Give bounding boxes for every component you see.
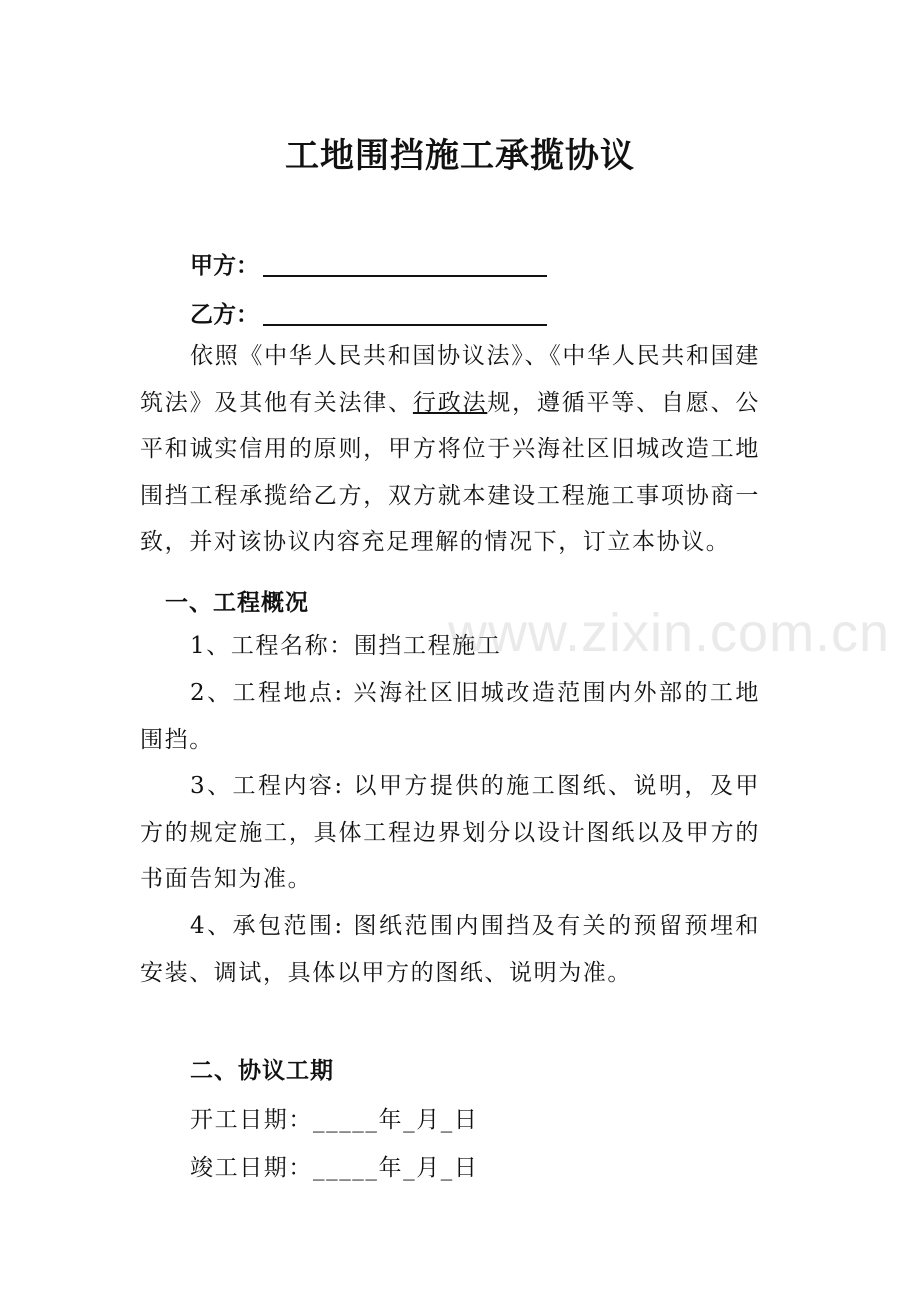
watermark: www.zixin.com.cn [448, 603, 891, 663]
intro-paragraph [140, 333, 760, 566]
party-b-label: 乙方： [190, 301, 259, 328]
section-1-item-1: 1、工程名称：围挡工程施工 [190, 633, 502, 659]
intro-link[interactable]: 行政法 [412, 389, 488, 416]
intro-text-1: 依照《中华人民共和国协议法》、《中华人民共和国建筑法》及其他有关法律、 [140, 343, 760, 416]
start-date-line [190, 1101, 479, 1134]
section-1-item-3: 3、工程内容: 以甲方提供的施工图纸、说明，及甲方的规定施工，具体工程边界划分以设计图纸以及甲方的书面告知为准。 [140, 773, 760, 892]
start-date-blank: _____年_月_日 [313, 1107, 479, 1133]
party-a-label: 甲方： [190, 252, 259, 279]
end-date-blank: _____年_月_日 [313, 1155, 479, 1181]
start-date-label: 开工日期： [190, 1107, 313, 1133]
party-b-line [190, 296, 547, 329]
document-title: 工地围挡施工承揽协议 [285, 136, 635, 176]
party-b-blank [263, 300, 547, 326]
section-1-heading: 一、工程概况 [165, 589, 309, 616]
party-a-blank [263, 251, 547, 277]
end-date-label: 竣工日期： [190, 1155, 313, 1181]
party-a-line [190, 247, 547, 280]
section-1-item-2: 2、工程地点: 兴海社区旧城改造范围内外部的工地围挡。 [140, 680, 760, 753]
intro-text-2: 规，遵循平等、自愿、公平和诚实信用的原则，甲方将位于兴海社区旧城改造工地围挡工程承揽给乙方，双方就本建设工程施工事项协商一致，并对该协议内容充足理解的情况下，订立本协议。 [140, 389, 760, 555]
end-date-line [190, 1149, 479, 1182]
section-2-heading: 二、协议工期 [190, 1057, 334, 1084]
section-1-item-4: 4、承包范围: 图纸范围内围挡及有关的预留预埋和安装、调试，具体以甲方的图纸、说明为准。 [140, 913, 760, 986]
